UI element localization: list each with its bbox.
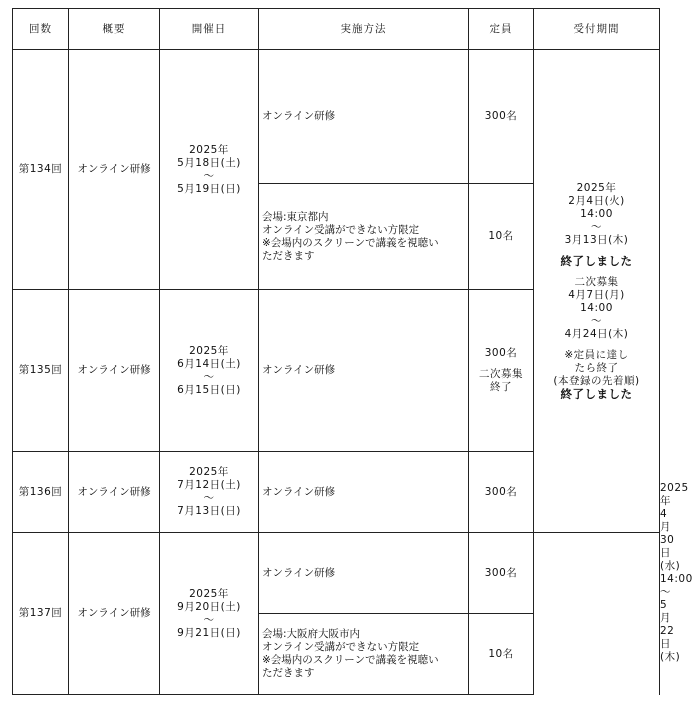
- session-summary: オンライン研修: [69, 50, 160, 290]
- session-summary: オンライン研修: [69, 533, 160, 695]
- reception-period: 2025年 2月4日(火) 14:00 〜 3月13日(木) 終了しました 二次募集 4月7日(月) 14:00 〜 4月24日(木) ※定員に達し たら終了 (本登録の先着順) 終了しました: [534, 50, 660, 533]
- method-venue: 会場:東京都内 オンライン受講ができない方限定 ※会場内のスクリーンで講義を視聴い ただきます: [259, 184, 469, 290]
- method-online: オンライン研修: [259, 50, 469, 184]
- method-online: オンライン研修: [259, 452, 469, 533]
- capacity: 10名: [469, 184, 534, 290]
- session-summary: オンライン研修: [69, 452, 160, 533]
- session-number: 第136回: [13, 452, 69, 533]
- header-number: 回数: [13, 9, 69, 50]
- header-row: [13, 9, 660, 50]
- capacity: 300名: [469, 533, 534, 614]
- method-online: オンライン研修: [259, 290, 469, 452]
- session-number: 第137回: [13, 533, 69, 695]
- capacity: 300名: [469, 452, 534, 533]
- capacity: 300名 二次募集 終了: [469, 290, 534, 452]
- table-row: [13, 50, 660, 184]
- capacity: 10名: [469, 614, 534, 695]
- header-date: 開催日: [160, 9, 259, 50]
- header-capacity: 定員: [469, 9, 534, 50]
- session-dates: 2025年 6月14日(土) 〜 6月15日(日): [160, 290, 259, 452]
- capacity: 300名: [469, 50, 534, 184]
- session-number: 第134回: [13, 50, 69, 290]
- session-number: 第135回: [13, 290, 69, 452]
- header-period: 受付期間: [534, 9, 660, 50]
- status-closed: 終了しました: [560, 253, 633, 268]
- schedule-table: [12, 8, 693, 695]
- session-dates: 2025年 5月18日(土) 〜 5月19日(日): [160, 50, 259, 290]
- status-closed: 終了しました: [560, 386, 633, 401]
- method-online: オンライン研修: [259, 533, 469, 614]
- header-summary: 概要: [69, 9, 160, 50]
- table-row: [13, 533, 660, 614]
- session-summary: オンライン研修: [69, 290, 160, 452]
- table-row: 第136回 オンライン研修 2025年 7月12日(土) 〜 7月13日(日) オンライン研修 300名 2025年 4月30日(水) 14:00 〜 5月22日(木): [13, 452, 660, 533]
- session-dates: 2025年 9月20日(土) 〜 9月21日(日): [160, 533, 259, 695]
- header-method: 実施方法: [259, 9, 469, 50]
- session-dates: 2025年 7月12日(土) 〜 7月13日(日): [160, 452, 259, 533]
- method-venue: 会場:大阪府大阪市内 オンライン受講ができない方限定 ※会場内のスクリーンで講義を視聴い ただきます: [259, 614, 469, 695]
